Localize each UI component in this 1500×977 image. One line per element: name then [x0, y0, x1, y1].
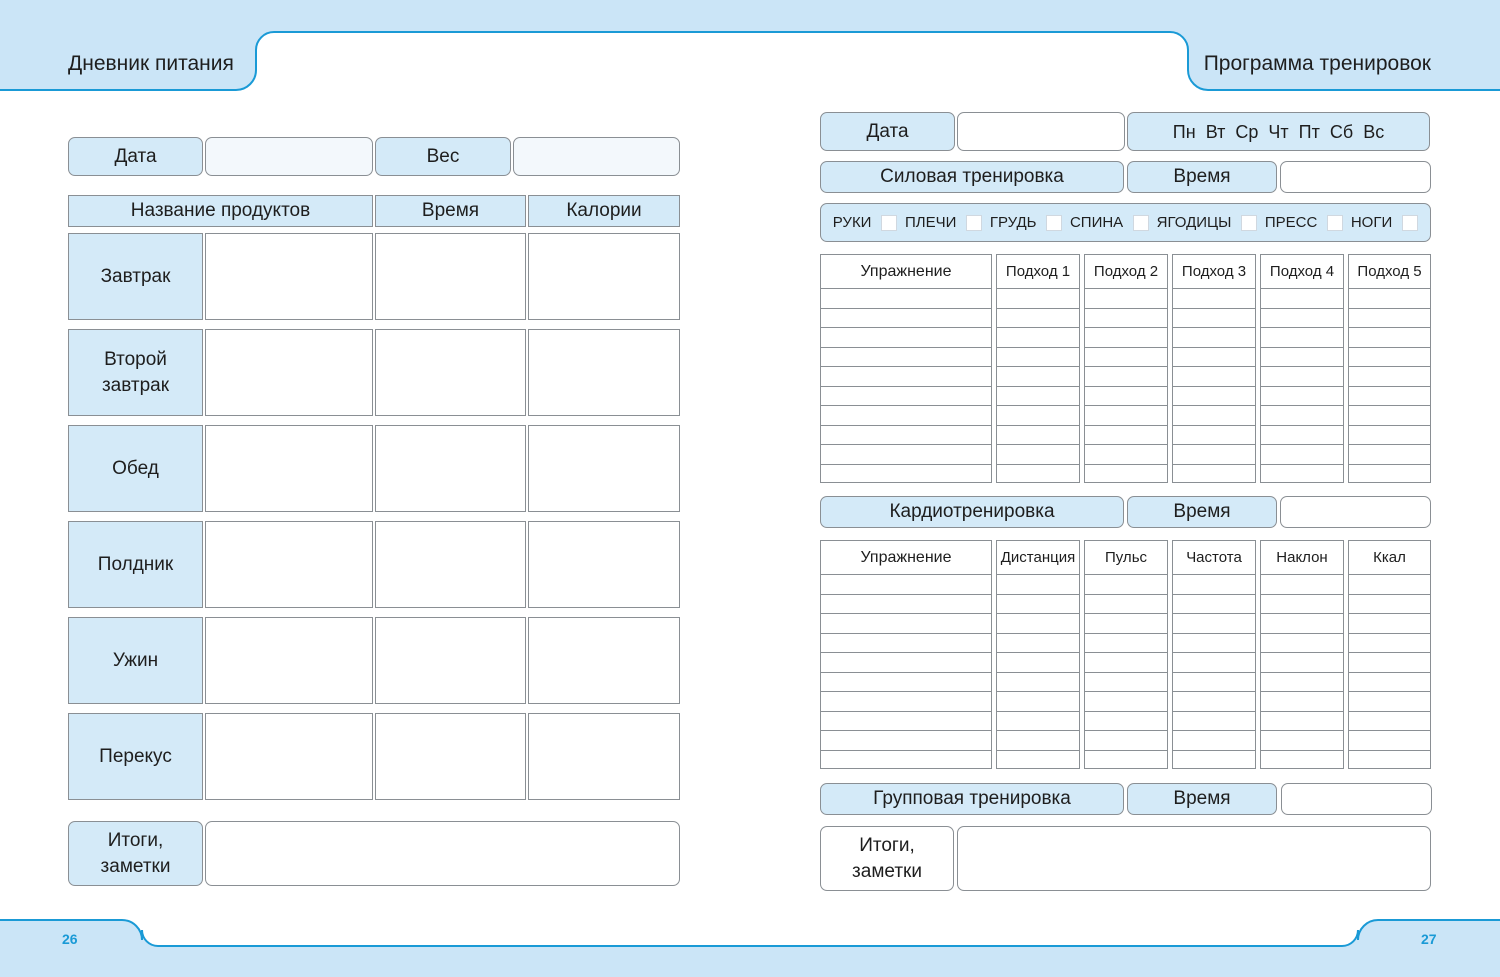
- table-row[interactable]: [821, 634, 991, 654]
- day-saturday[interactable]: Сб: [1329, 121, 1354, 142]
- meal-calories-cell[interactable]: [528, 617, 680, 704]
- table-row[interactable]: [1085, 406, 1167, 426]
- table-row[interactable]: [1173, 387, 1255, 407]
- strength-column-exercise: [820, 254, 992, 483]
- meal-label-afternoon-snack: Полдник: [68, 521, 203, 608]
- table-row[interactable]: [821, 614, 991, 634]
- table-row[interactable]: [1085, 575, 1167, 595]
- table-row[interactable]: [1349, 406, 1430, 426]
- table-row[interactable]: [997, 634, 1079, 654]
- calories-header: Калории: [528, 195, 680, 227]
- strength-column-set-2: [1084, 254, 1168, 483]
- checkbox[interactable]: [1241, 215, 1257, 231]
- meal-time-cell[interactable]: [375, 329, 526, 416]
- table-row[interactable]: [997, 673, 1079, 693]
- table-row[interactable]: [1085, 426, 1167, 446]
- group-label: Групповая тренировка: [820, 783, 1124, 815]
- table-row[interactable]: [1349, 575, 1430, 595]
- table-row[interactable]: [1173, 445, 1255, 465]
- table-row[interactable]: [1261, 367, 1343, 387]
- weekday-selector[interactable]: [1127, 112, 1430, 151]
- table-row[interactable]: [1261, 634, 1343, 654]
- table-row[interactable]: [1349, 712, 1430, 732]
- muscle-label: СПИНА: [1069, 213, 1124, 231]
- meal-time-cell[interactable]: [375, 617, 526, 704]
- strength-column-set-5: [1348, 254, 1431, 483]
- top-band: [0, 0, 1500, 90]
- meal-label-lunch: Обед: [68, 425, 203, 512]
- column-header: Упражнение: [821, 255, 991, 289]
- table-row[interactable]: [997, 387, 1079, 407]
- meal-products-cell[interactable]: [205, 713, 373, 800]
- table-row[interactable]: [1349, 595, 1430, 615]
- table-row[interactable]: [997, 575, 1079, 595]
- table-row[interactable]: [1349, 367, 1430, 387]
- table-row[interactable]: [997, 614, 1079, 634]
- table-row[interactable]: [1173, 673, 1255, 693]
- meal-products-cell[interactable]: [205, 425, 373, 512]
- table-row[interactable]: [997, 653, 1079, 673]
- table-row[interactable]: [1261, 614, 1343, 634]
- table-row[interactable]: [1349, 465, 1430, 485]
- cardio-column-incline: [1260, 540, 1344, 769]
- table-row[interactable]: [1085, 653, 1167, 673]
- table-row[interactable]: [997, 426, 1079, 446]
- strength-column-set-4: [1260, 254, 1344, 483]
- table-row[interactable]: [1261, 309, 1343, 329]
- table-row[interactable]: [1261, 692, 1343, 712]
- table-row[interactable]: [1173, 731, 1255, 751]
- checkbox[interactable]: [1046, 215, 1062, 231]
- table-row[interactable]: [1173, 751, 1255, 771]
- weight-field[interactable]: [513, 137, 680, 176]
- table-row[interactable]: [997, 751, 1079, 771]
- bottom-band-edge: [0, 920, 1500, 946]
- table-row[interactable]: [1085, 692, 1167, 712]
- table-row[interactable]: [1085, 595, 1167, 615]
- day-sunday[interactable]: Вс: [1363, 121, 1385, 142]
- table-row[interactable]: [821, 289, 991, 309]
- table-row[interactable]: [1261, 751, 1343, 771]
- cardio-label: Кардиотренировка: [820, 496, 1124, 528]
- day-wednesday[interactable]: Ср: [1235, 121, 1259, 142]
- strength-time-label: Время: [1127, 161, 1277, 193]
- column-header: Подход 3: [1173, 255, 1255, 289]
- table-row[interactable]: [997, 712, 1079, 732]
- strength-column-set-3: [1172, 254, 1256, 483]
- table-row[interactable]: [1261, 328, 1343, 348]
- table-row[interactable]: [1349, 445, 1430, 465]
- column-header: Ккал: [1349, 541, 1430, 575]
- meal-label-snack: Перекус: [68, 713, 203, 800]
- table-row[interactable]: [1173, 426, 1255, 446]
- meal-label-dinner: Ужин: [68, 617, 203, 704]
- table-row[interactable]: [821, 692, 991, 712]
- table-row[interactable]: [1173, 465, 1255, 485]
- column-header: Частота: [1173, 541, 1255, 575]
- table-row[interactable]: [1085, 712, 1167, 732]
- meal-calories-cell[interactable]: [528, 425, 680, 512]
- strength-label: Силовая тренировка: [820, 161, 1124, 193]
- column-header: Подход 1: [997, 255, 1079, 289]
- table-row[interactable]: [997, 367, 1079, 387]
- table-row[interactable]: [997, 465, 1079, 485]
- column-header: Подход 4: [1261, 255, 1343, 289]
- table-row[interactable]: [1085, 465, 1167, 485]
- table-row[interactable]: [1261, 406, 1343, 426]
- table-row[interactable]: [1085, 367, 1167, 387]
- table-row[interactable]: [1261, 387, 1343, 407]
- group-time-label: Время: [1127, 783, 1277, 815]
- table-row[interactable]: [1085, 328, 1167, 348]
- column-header: Упражнение: [821, 541, 991, 575]
- muscle-label: НОГИ: [1350, 213, 1393, 231]
- muscle-group-checklist: [820, 203, 1431, 242]
- notes-label: Итоги, заметки: [68, 821, 203, 886]
- table-row[interactable]: [821, 367, 991, 387]
- workout-notes-field[interactable]: [957, 826, 1431, 891]
- table-row[interactable]: [1173, 348, 1255, 368]
- muscle-label: ПРЕСС: [1264, 213, 1318, 231]
- date-field[interactable]: [205, 137, 373, 176]
- table-row[interactable]: [997, 348, 1079, 368]
- products-header: Название продуктов: [68, 195, 373, 227]
- right-page-number: 27: [1421, 931, 1437, 947]
- table-row[interactable]: [1085, 614, 1167, 634]
- muscle-label: ГРУДЬ: [989, 213, 1037, 231]
- table-row[interactable]: [1085, 289, 1167, 309]
- table-row[interactable]: [1173, 614, 1255, 634]
- table-row[interactable]: [1173, 406, 1255, 426]
- table-row[interactable]: [821, 712, 991, 732]
- table-row[interactable]: [1349, 387, 1430, 407]
- table-row[interactable]: [821, 328, 991, 348]
- table-row[interactable]: [1085, 309, 1167, 329]
- muscle-label: ЯГОДИЦЫ: [1156, 213, 1232, 231]
- table-row[interactable]: [1349, 673, 1430, 693]
- table-row[interactable]: [821, 387, 991, 407]
- table-row[interactable]: [997, 692, 1079, 712]
- table-row[interactable]: [1261, 575, 1343, 595]
- cardio-column-distance: [996, 540, 1080, 769]
- meal-products-cell[interactable]: [205, 521, 373, 608]
- cardio-time-label: Время: [1127, 496, 1277, 528]
- meal-time-cell[interactable]: [375, 521, 526, 608]
- table-row[interactable]: [997, 309, 1079, 329]
- table-row[interactable]: [1261, 712, 1343, 732]
- meal-calories-cell[interactable]: [528, 329, 680, 416]
- table-row[interactable]: [997, 595, 1079, 615]
- workout-date-label: Дата: [820, 112, 955, 151]
- cardio-column-frequency: [1172, 540, 1256, 769]
- cardio-time-field[interactable]: [1280, 496, 1431, 528]
- table-row[interactable]: [1349, 309, 1430, 329]
- table-row[interactable]: [1085, 387, 1167, 407]
- cardio-column-pulse: [1084, 540, 1168, 769]
- meal-products-cell[interactable]: [205, 329, 373, 416]
- workout-date-field[interactable]: [957, 112, 1125, 151]
- table-row[interactable]: [1349, 751, 1430, 771]
- meal-label-second-breakfast: Второй завтрак: [68, 329, 203, 416]
- table-row[interactable]: [997, 328, 1079, 348]
- table-row[interactable]: [1349, 289, 1430, 309]
- checkbox[interactable]: [881, 215, 897, 231]
- meal-calories-cell[interactable]: [528, 521, 680, 608]
- table-row[interactable]: [1261, 653, 1343, 673]
- strength-time-field[interactable]: [1280, 161, 1431, 193]
- day-monday[interactable]: Пн: [1172, 121, 1196, 142]
- checkbox[interactable]: [966, 215, 982, 231]
- table-row[interactable]: [821, 406, 991, 426]
- day-friday[interactable]: Пт: [1298, 121, 1320, 142]
- table-row[interactable]: [1173, 289, 1255, 309]
- table-row[interactable]: [1085, 673, 1167, 693]
- right-page-title: Программа тренировок: [1203, 52, 1431, 75]
- table-row[interactable]: [821, 653, 991, 673]
- cardio-column-kcal: [1348, 540, 1431, 769]
- meal-time-cell[interactable]: [375, 713, 526, 800]
- table-row[interactable]: [821, 348, 991, 368]
- table-row[interactable]: [1261, 731, 1343, 751]
- table-row[interactable]: [1349, 653, 1430, 673]
- meal-time-cell[interactable]: [375, 233, 526, 320]
- column-header: Подход 5: [1349, 255, 1430, 289]
- table-row[interactable]: [1349, 426, 1430, 446]
- table-row[interactable]: [997, 731, 1079, 751]
- table-row[interactable]: [1173, 575, 1255, 595]
- strength-column-set-1: [996, 254, 1080, 483]
- table-row[interactable]: [1173, 367, 1255, 387]
- table-row[interactable]: [1173, 692, 1255, 712]
- table-row[interactable]: [1173, 653, 1255, 673]
- column-header: Пульс: [1085, 541, 1167, 575]
- table-row[interactable]: [1173, 595, 1255, 615]
- table-row[interactable]: [1085, 445, 1167, 465]
- column-header: Подход 2: [1085, 255, 1167, 289]
- table-row[interactable]: [1261, 465, 1343, 485]
- table-row[interactable]: [1085, 751, 1167, 771]
- table-row[interactable]: [1349, 692, 1430, 712]
- meal-products-cell[interactable]: [205, 233, 373, 320]
- table-row[interactable]: [997, 406, 1079, 426]
- table-row[interactable]: [1349, 634, 1430, 654]
- checkbox[interactable]: [1402, 215, 1418, 231]
- table-row[interactable]: [997, 289, 1079, 309]
- table-row[interactable]: [1349, 614, 1430, 634]
- meal-label-breakfast: Завтрак: [68, 233, 203, 320]
- table-row[interactable]: [821, 673, 991, 693]
- column-header: Наклон: [1261, 541, 1343, 575]
- table-row[interactable]: [821, 751, 991, 771]
- weight-label: Вес: [375, 137, 511, 176]
- bottom-band: [0, 920, 1500, 977]
- date-label: Дата: [68, 137, 203, 176]
- table-row[interactable]: [1261, 348, 1343, 368]
- meal-calories-cell[interactable]: [528, 233, 680, 320]
- table-row[interactable]: [1261, 673, 1343, 693]
- table-row[interactable]: [1261, 595, 1343, 615]
- meal-calories-cell[interactable]: [528, 713, 680, 800]
- checkbox[interactable]: [1133, 215, 1149, 231]
- table-row[interactable]: [821, 731, 991, 751]
- meal-products-cell[interactable]: [205, 617, 373, 704]
- column-header: Дистанция: [997, 541, 1079, 575]
- table-row[interactable]: [1173, 712, 1255, 732]
- meal-time-cell[interactable]: [375, 425, 526, 512]
- table-row[interactable]: [821, 575, 991, 595]
- table-row[interactable]: [1261, 445, 1343, 465]
- table-row[interactable]: [1085, 348, 1167, 368]
- table-row[interactable]: [1173, 309, 1255, 329]
- table-row[interactable]: [1085, 634, 1167, 654]
- table-row[interactable]: [1261, 289, 1343, 309]
- table-row[interactable]: [1173, 328, 1255, 348]
- left-page-number: 26: [62, 931, 78, 947]
- group-time-field[interactable]: [1281, 783, 1432, 815]
- day-thursday[interactable]: Чт: [1268, 121, 1289, 142]
- muscle-label: РУКИ: [832, 213, 872, 231]
- table-row[interactable]: [821, 595, 991, 615]
- table-row[interactable]: [1349, 348, 1430, 368]
- table-row[interactable]: [997, 445, 1079, 465]
- checkbox[interactable]: [1327, 215, 1343, 231]
- table-row[interactable]: [821, 465, 991, 485]
- day-tuesday[interactable]: Вт: [1205, 121, 1226, 142]
- table-row[interactable]: [821, 309, 991, 329]
- table-row[interactable]: [1173, 634, 1255, 654]
- notes-field[interactable]: [205, 821, 680, 886]
- cardio-column-exercise: [820, 540, 992, 769]
- table-row[interactable]: [1349, 328, 1430, 348]
- table-row[interactable]: [821, 445, 991, 465]
- left-page-title: Дневник питания: [68, 52, 234, 75]
- table-row[interactable]: [1261, 426, 1343, 446]
- workout-notes-label: Итоги, заметки: [820, 826, 954, 891]
- table-row[interactable]: [821, 426, 991, 446]
- table-row[interactable]: [1085, 731, 1167, 751]
- muscle-label: ПЛЕЧИ: [904, 213, 957, 231]
- table-row[interactable]: [1349, 731, 1430, 751]
- time-header: Время: [375, 195, 526, 227]
